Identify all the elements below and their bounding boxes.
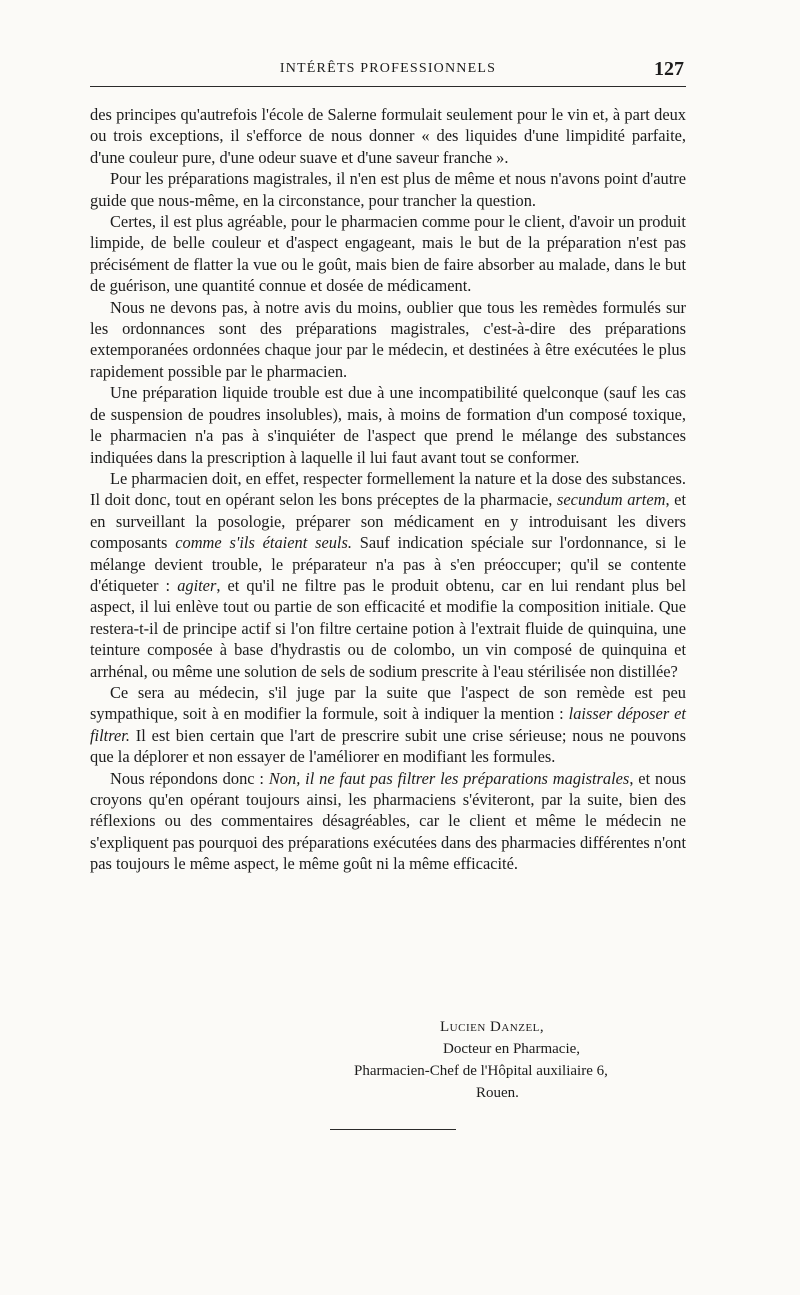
running-header [90,58,686,82]
italic-text: secundum artem [557,490,666,510]
text-run: Ce sera au médecin, s'il juge par la suite que l'aspect de son remède est peu sympathique, soit à en modifier la formule, soit à indiquer la mention : [90,682,686,724]
text-run: Il est bien certain que l'art de prescrire subit une crise sérieuse; nous ne pouvons que la déplorer et non essayer de l'améliorer en modifiant les formules. [90,725,686,767]
text-run: Pour les préparations magistrales, il n'en est plus de même et nous n'avons point d'autre guide que nous-même, en la circonstance, pour trancher la question. [90,169,686,210]
text-run: des principes qu'autrefois l'école de Salerne formulait seulement pour le vin et, à part deux ou trois exceptions, il s'efforce de nous donner « des liquides d'une limpidité parfaite, d'une couleur pure, d'une odeur suave et d'une saveur franche ». [90,105,686,167]
italic-text: laisser déposer et filtrer. [90,704,686,745]
article-body [90,104,686,875]
paragraph [90,104,686,168]
text-run: Certes, il est plus agréable, pour le pharmacien comme pour le client, d'avoir un produit limpide, de belle couleur et d'aspect engageant, mais le but de la préparation n'est pas précisément de flatter la vue ou le goût, mais bien de faire absorber au malade, dans le but de guérison, une quantité connue et dosée de médicament. [90,212,686,296]
paragraph [90,682,686,768]
paragraph [90,768,686,875]
paragraph [90,211,686,297]
text-run: , et en surveillant la posologie, préparer son médicament en y introduisant les divers composants [90,490,687,553]
text-run: Une préparation liquide trouble est due à une incompatibilité quelconque (sauf les cas de suspension de poudres insolubles), mais, à moins de formation d'un composé toxique, le pharmacien n'a pas à s'inquiéter de l'aspect que prend le mélange des substances indiquées dans la prescription à laquelle il lui faut avant tout se conformer. [90,383,686,467]
paragraph [90,468,686,682]
header-title: INTÉRÊTS PROFESSIONNELS [279,61,497,76]
text-run: Sauf indication spéciale sur l'ordonnance, si le mélange devient trouble, le préparateur n'a pas à s'en préoccuper; qu'il se contente d'étiqueter : [90,533,686,595]
paragraph [90,297,686,383]
italic-text: comme s'ils étaient seuls. [175,533,352,553]
author-title: Docteur en Pharmacie, [443,1041,581,1057]
paragraph [90,168,686,211]
closing-rule [330,1129,456,1130]
signature-block [340,1016,700,1104]
text-run: Le pharmacien doit, en effet, respecter formellement la nature et la dose des substances. Il doit donc, tout en opérant selon les bons préceptes de la pharmacie, [90,468,686,510]
paragraph [90,382,686,468]
italic-text: Non, il ne faut pas filtrer les préparations magistrales [268,768,630,788]
author-name: Lucien Danzel, [440,1019,545,1035]
page-number: 127 [654,58,684,80]
author-role: Pharmacien-Chef de l'Hôpital auxiliaire 6, [354,1063,608,1079]
text-run: , et qu'il ne filtre pas le produit obtenu, car en lui rendant plus bel aspect, il lui enlève tout ou partie de son efficacité et modifie la composition initiale. Que restera-t-il de principe actif si l'on filtre certaine potion à l'extrait fluide de quinquina, une teinture composée à base d'hydrastis ou de colombo, un vin composé de quinquina et arrhénal, ou même une solution de sels de sodium prescrite à l'eau stérilisée non distillée? [90,575,687,681]
header-rule [90,86,686,87]
author-city: Rouen. [476,1085,519,1101]
text-run: Nous répondons donc : [110,768,269,788]
text-run: , et nous croyons qu'en opérant toujours ainsi, les pharmaciens s'éviteront, par la suite, bien des réflexions ou des commentaires désagréables, car le client et même le médecin ne s'expliquent pas pourquoi des préparations exécutées dans des pharmacies différentes n'ont pas toujours le même aspect, le même goût ni la même efficacité. [90,768,686,874]
italic-text: agiter [177,575,217,595]
text-run: Nous ne devons pas, à notre avis du moins, oublier que tous les remèdes formulés sur les ordonnances sont des préparations magistrales, c'est-à-dire des préparations extemporanées ordonnées chaque jour par le médecin, et destinées à être exécutées le plus rapidement possible par le pharmacien. [90,297,686,381]
